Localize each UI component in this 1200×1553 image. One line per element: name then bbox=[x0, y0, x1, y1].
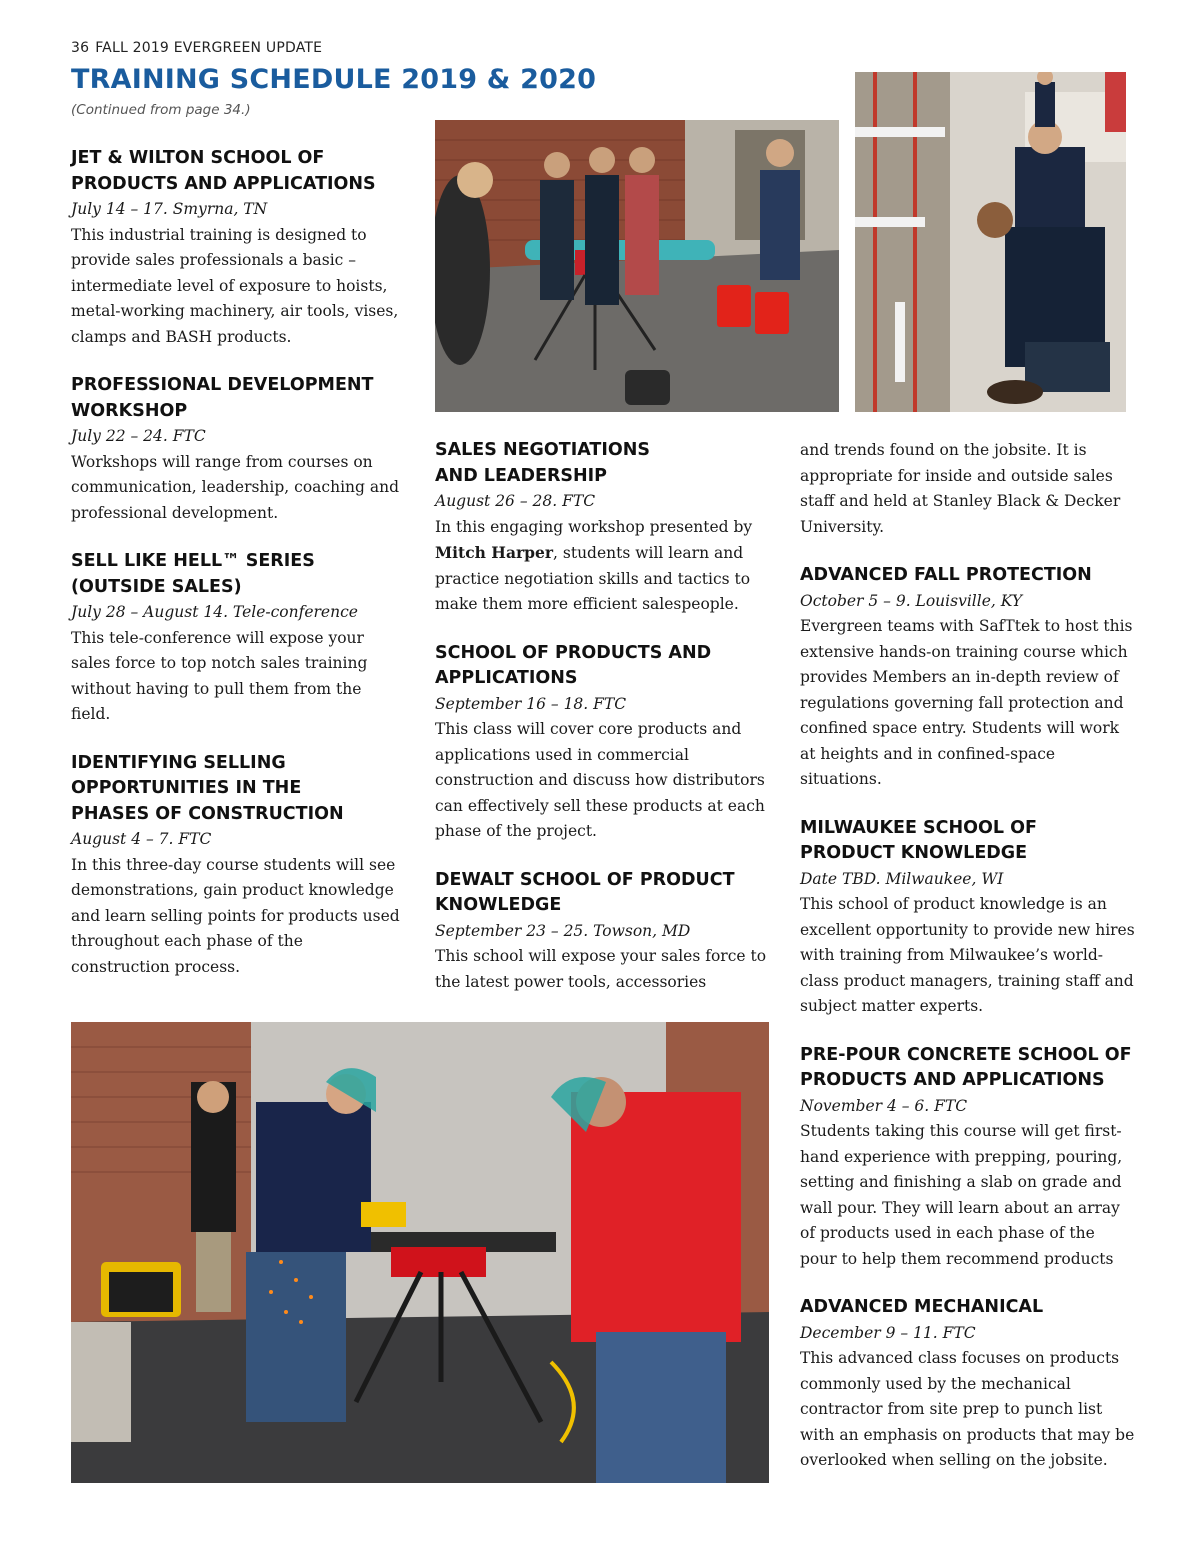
course-description: In this three-day course students will see demonstrations, gain product knowledge and learn selling points for products used throughout each phase of the construction process. bbox=[71, 855, 400, 976]
course-date: August 4 – 7. FTC bbox=[71, 830, 212, 848]
description-suffix: , students will learn and practice negotiation skills and tactics to make them more efficient salespeople. bbox=[435, 544, 751, 613]
course-title: PROFESSIONAL DEVELOPMENT WORKSHOP bbox=[71, 375, 374, 421]
course-professional-development bbox=[71, 373, 401, 526]
course-date: October 5 – 9. Louisville, KY bbox=[800, 591, 1023, 610]
course-description: This school will expose your sales force to the latest power tools, accessories bbox=[435, 947, 767, 991]
course-advanced-mechanical bbox=[800, 1295, 1135, 1474]
course-milwaukee bbox=[800, 816, 1135, 1020]
course-date: July 28 – August 14. Tele-conference bbox=[71, 603, 358, 621]
page-title: TRAINING SCHEDULE 2019 & 2020 bbox=[71, 64, 597, 95]
course-description: Students taking this course will get first-hand experience with prepping, pouring, setting and finishing a slab on grade and wall pour. They will learn about an array of products used in each phase of the pour to help them recommend products bbox=[800, 1122, 1123, 1268]
course-title: SALES NEGOTIATIONS AND LEADERSHIP bbox=[435, 440, 650, 486]
course-title: MILWAUKEE SCHOOL OF PRODUCT KNOWLEDGE bbox=[800, 817, 1037, 863]
column-middle bbox=[435, 438, 770, 1018]
course-description: This tele-conference will expose your sales force to top notch sales training without having to pull them from the field. bbox=[71, 628, 368, 723]
column-right bbox=[800, 438, 1135, 1497]
course-dewalt bbox=[435, 868, 770, 996]
course-title: ADVANCED FALL PROTECTION bbox=[800, 565, 1092, 585]
course-description-continued: and trends found on the jobsite. It is appropriate for inside and outside sales staff and held at Stanley Black & Decker University. bbox=[800, 441, 1121, 536]
description-prefix: In this engaging workshop presented by bbox=[435, 517, 753, 536]
course-description: This advanced class focuses on products commonly used by the mechanical contractor from site prep to punch list with an emphasis on products that may be overlooked when selling on the jobsite. bbox=[800, 1349, 1135, 1469]
presenter-name: Mitch Harper bbox=[435, 543, 554, 562]
course-title: ADVANCED MECHANICAL bbox=[800, 1297, 1044, 1317]
course-date: November 4 – 6. FTC bbox=[800, 1096, 968, 1115]
course-dewalt-continued bbox=[800, 438, 1135, 540]
course-jet-wilton bbox=[71, 146, 401, 350]
photo-pipe-demo bbox=[435, 120, 839, 412]
course-description: This school of product knowledge is an excellent opportunity to provide new hires with training from Milwaukee’s world-class product managers, training staff and subject matter experts. bbox=[800, 895, 1135, 1015]
course-title: SCHOOL OF PRODUCTS AND APPLICATIONS bbox=[435, 642, 712, 688]
course-advanced-fall-protection bbox=[800, 563, 1135, 793]
course-description: Workshops will range from courses on communication, leadership, coaching and professional development. bbox=[71, 452, 400, 522]
course-title: DEWALT SCHOOL OF PRODUCT KNOWLEDGE bbox=[435, 869, 735, 915]
course-title: IDENTIFYING SELLING OPPORTUNITIES IN THE PHASES OF CONSTRUCTION bbox=[71, 752, 344, 824]
course-title: PRE-POUR CONCRETE SCHOOL OF PRODUCTS AND APPLICATIONS bbox=[800, 1044, 1132, 1090]
course-date: December 9 – 11. FTC bbox=[800, 1323, 976, 1342]
column-left bbox=[71, 146, 401, 1003]
course-description: Evergreen teams with SafTtek to host this extensive hands-on training course which provides Members an in-depth review of regulations governing fall protection and confined space entry. Students will work at heights and in confined-space situations. bbox=[800, 617, 1133, 788]
course-date: September 16 – 18. FTC bbox=[435, 694, 627, 713]
photo-cutting-demo bbox=[71, 1022, 769, 1483]
course-sales-negotiations bbox=[435, 438, 770, 618]
page-number: 36 bbox=[71, 40, 90, 56]
course-title: JET & WILTON SCHOOL OF PRODUCTS AND APPLICATIONS bbox=[71, 148, 376, 194]
course-pre-pour-concrete bbox=[800, 1043, 1135, 1273]
course-date: September 23 – 25. Towson, MD bbox=[435, 921, 691, 940]
course-date: July 14 – 17. Smyrna, TN bbox=[71, 200, 268, 218]
photo-plumbing-station bbox=[855, 72, 1126, 412]
course-school-of-products bbox=[435, 641, 770, 845]
continued-note: (Continued from page 34.) bbox=[71, 102, 251, 118]
course-identifying-selling bbox=[71, 751, 401, 981]
course-date: August 26 – 28. FTC bbox=[435, 492, 596, 510]
course-date: July 22 – 24. FTC bbox=[71, 427, 206, 445]
course-description: This class will cover core products and applications used in commercial construction and discuss how distributors can effectively sell these products at each phase of the project. bbox=[435, 720, 765, 840]
page-folio bbox=[71, 40, 322, 56]
course-date: Date TBD. Milwaukee, WI bbox=[800, 869, 1004, 888]
course-description bbox=[435, 515, 770, 618]
course-description: This industrial training is designed to provide sales professionals a basic – intermediate level of exposure to hoists, metal-working machinery, air tools, vises, clamps and BASH products. bbox=[71, 225, 399, 346]
course-sell-like-hell bbox=[71, 549, 401, 728]
course-title: SELL LIKE HELL™ SERIES (OUTSIDE SALES) bbox=[71, 551, 315, 597]
publication-name: FALL 2019 EVERGREEN UPDATE bbox=[95, 40, 323, 56]
